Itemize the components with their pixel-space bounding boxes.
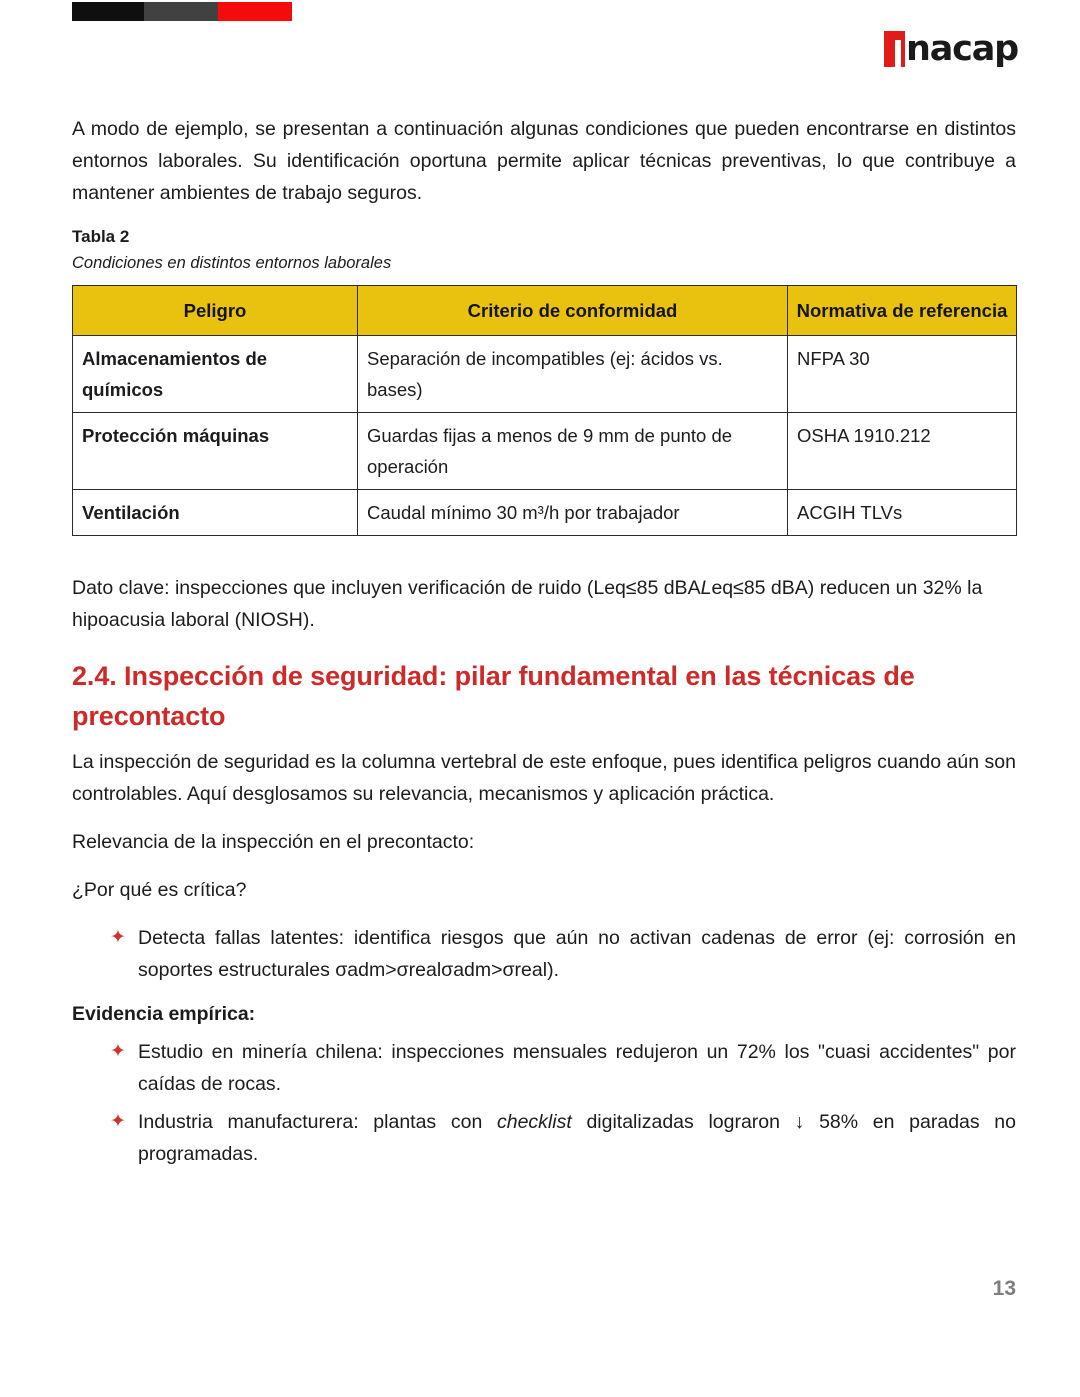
cell-criterion: Caudal mínimo 30 m³/h por trabajador (358, 490, 788, 536)
star-bullet-icon: ✦ (110, 1111, 126, 1132)
list-item (110, 922, 1016, 986)
cell-hazard: Protección máquinas (73, 413, 358, 490)
section-paragraph: La inspección de seguridad es la columna vertebral de este enfoque, pues identifica peligros cuando aún son controlables. Aquí desglosamos su relevancia, mecanismos y aplicación práctica. (72, 751, 1016, 805)
evidence-list (72, 1036, 1016, 1170)
cell-hazard: Almacenamientos de químicos (73, 336, 358, 413)
table-row (73, 413, 1017, 490)
header-bar-segment-red (218, 2, 292, 21)
cell-hazard: Ventilación (73, 490, 358, 536)
table-head (73, 286, 1017, 336)
key-fact-before: Dato clave: inspecciones que incluyen verificación de ruido (Leq≤85 dBA (72, 577, 701, 599)
list-item-text-before: Industria manufacturera: plantas con (138, 1111, 497, 1133)
list-item (110, 1106, 1016, 1170)
header-bar-segment-gray (144, 2, 218, 21)
inacap-logo (884, 31, 1018, 71)
intro-paragraph: A modo de ejemplo, se presentan a continuación algunas condiciones que pueden encontrarse en distintos entornos laborales. Su identificación oportuna permite aplicar técnicas preventivas, lo que contribuye a mantener ambientes de trabajo seguros. (72, 118, 1016, 204)
table-row (73, 490, 1017, 536)
header-bar-segment-black (72, 2, 144, 21)
list-item (110, 1036, 1016, 1100)
table-header-standard: Normativa de referencia (788, 286, 1017, 336)
cell-criterion: Separación de incompatibles (ej: ácidos vs. bases) (358, 336, 788, 413)
key-fact-paragraph (72, 572, 1016, 636)
question-line: ¿Por qué es crítica? (72, 879, 247, 901)
star-bullet-icon: ✦ (110, 1041, 126, 1062)
table-label: Tabla 2 (72, 227, 130, 246)
list-item-text-after: digitalizadas lograron ↓ 58% en paradas no programadas. (138, 1111, 1016, 1165)
key-fact-italic: L (700, 577, 712, 599)
cell-standard: NFPA 30 (788, 336, 1017, 413)
cell-standard: OSHA 1910.212 (788, 413, 1017, 490)
table-header-criterion: Criterio de conformidad (358, 286, 788, 336)
list-item-text: Detecta fallas latentes: identifica riesgos que aún no activan cadenas de error (ej: corrosión en soportes estructurales σadm>σrealσadm>σreal). (138, 927, 1016, 981)
page-content (72, 113, 1016, 1176)
list-item-text-italic: checklist (496, 1111, 572, 1133)
logo-i-stem (895, 40, 901, 67)
table-header-row (73, 286, 1017, 336)
logo-wordmark: nacap (906, 29, 1018, 69)
list-item-text-before: Estudio en minería chilena: inspecciones mensuales redujeron un 72% los "cuasi accidentes" por caídas de rocas. (138, 1041, 1016, 1095)
latent-failures-list (72, 922, 1016, 986)
page-number: 13 (992, 1277, 1016, 1300)
table-row (73, 336, 1017, 413)
table-header-hazard: Peligro (73, 286, 358, 336)
table-caption: Condiciones en distintos entornos laborales (72, 254, 392, 272)
evidence-title: Evidencia empírica: (72, 1003, 256, 1025)
star-bullet-icon: ✦ (110, 927, 126, 948)
logo-square-icon (884, 31, 905, 67)
cell-standard: ACGIH TLVs (788, 490, 1017, 536)
cell-criterion: Guardas fijas a menos de 9 mm de punto de operación (358, 413, 788, 490)
key-fact-after: eq≤85 dBA) reducen un 32% la hipoacusia laboral (NIOSH). (72, 577, 983, 631)
table-body (73, 336, 1017, 536)
relevance-line: Relevancia de la inspección en el precontacto: (72, 831, 475, 853)
conditions-table (72, 285, 1017, 536)
header-color-bar (72, 2, 292, 21)
section-heading: 2.4. Inspección de seguridad: pilar fundamental en las técnicas de precontacto (72, 661, 915, 731)
